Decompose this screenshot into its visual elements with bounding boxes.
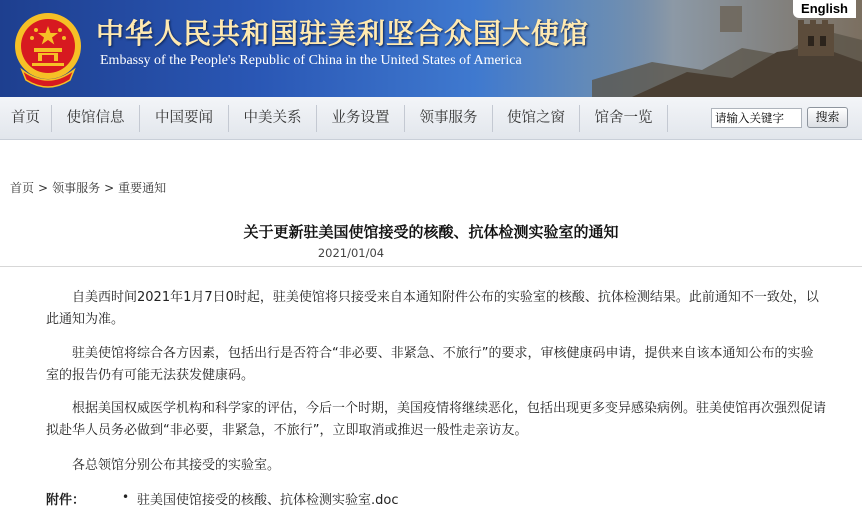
attachment-link[interactable]: 驻美国使馆接受的核酸、抗体检测实验室.doc [137, 493, 399, 508]
breadcrumb-notices[interactable]: 重要通知 [118, 181, 167, 195]
nav-item-premises[interactable]: 馆舍一览 [594, 110, 653, 126]
english-language-link[interactable]: English [793, 0, 856, 18]
attachment-bullet: • [122, 490, 130, 504]
breadcrumb-separator: > [104, 181, 115, 195]
article-paragraph: 自美西时间2021年1月7日0时起，驻美使馆将只接受来自本通知附件公布的实验室的核酸、抗体检测结果。此前通知不一致处，以此通知为准。 [46, 290, 819, 327]
national-emblem-icon [12, 8, 84, 88]
article-paragraph: 根据美国权威医学机构和科学家的评估，今后一个时期，美国疫情将继续恶化，包括出现更多变异感染病例。驻美使馆再次强烈促请拟赴华人员务必做到“非必要，非紧急，不旅行”，立即取消或推迟一般性走亲访友。 [46, 401, 827, 438]
breadcrumb-separator: > [38, 181, 49, 195]
nav-item-home[interactable]: 首页 [11, 110, 40, 126]
nav-item-embassy-window[interactable]: 使馆之窗 [507, 110, 565, 126]
nav-divider [667, 105, 668, 132]
search-input[interactable] [711, 108, 802, 128]
title-divider [0, 266, 862, 267]
site-banner [0, 0, 862, 97]
nav-item-china-news[interactable]: 中国要闻 [155, 110, 213, 126]
embassy-title-en: Embassy of the People's Republic of China in the United States of America [100, 53, 522, 68]
article-paragraph: 驻美使馆将综合各方因素，包括出行是否符合“非必要、非紧急、不旅行”的要求，审核健康码申请，提供来自该本通知公布的实验室的报告仍有可能无法获发健康码。 [46, 346, 814, 383]
nav-item-embassy-info[interactable]: 使馆信息 [66, 110, 125, 126]
embassy-title-cn: 中华人民共和国驻美利坚合众国大使馆 [96, 17, 590, 50]
breadcrumb-home[interactable]: 首页 [10, 181, 35, 195]
nav-item-consular[interactable]: 领事服务 [419, 110, 478, 126]
article-paragraph: 各总领馆分别公布其接受的实验室。 [72, 458, 281, 473]
breadcrumb-consular[interactable]: 领事服务 [52, 181, 101, 195]
attachment-label: 附件： [46, 493, 86, 508]
article-date: 2021/01/04 [317, 246, 385, 260]
search-button[interactable]: 搜索 [807, 107, 848, 128]
article-title: 关于更新驻美国使馆接受的核酸、抗体检测实验室的通知 [243, 223, 619, 241]
breadcrumb [10, 179, 166, 196]
nav-item-business[interactable]: 业务设置 [331, 110, 390, 126]
nav-item-china-us-relations[interactable]: 中美关系 [243, 110, 302, 126]
